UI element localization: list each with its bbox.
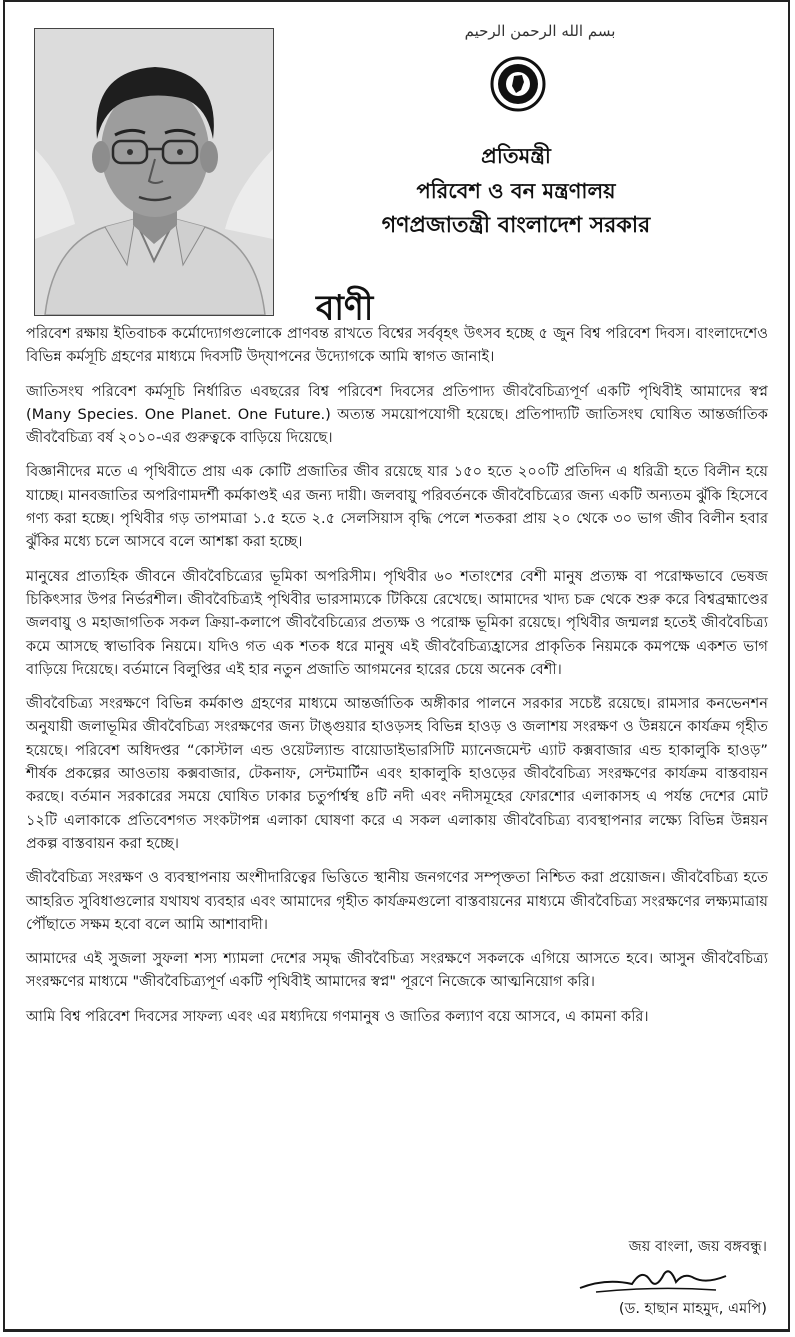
paragraph: মানুষের প্রাত্যহিক জীবনে জীববৈচিত্র্যের ভূমিকা অপরিসীম। পৃথিবীর ৬০ শতাংশের বেশী মানুষ প্রত্যক্ষ বা পরোক্ষভাবে ভেষজ চিকিৎসার উপর নির্ভরশীল। জীববৈচিত্র্যই পৃথিবীর ভারসাম্যকে টিকিয়ে রেখেছে। আমাদের খাদ্য চক্র থেকে শুরু করে বিশ্বব্রহ্মাণ্ডের জলবায়ু ও মহাজাগতিক সকল ক্রিয়া-কলাপে জীববৈচিত্র্যের প্রত্যক্ষ ও পরোক্ষ ভূমিকা রয়েছে। পৃথিবীর জন্মলগ্ন হতেই জীববৈচিত্র্য কমে আসছে স্বাভাবিক নিয়মে। যদিও গত এক শতক ধরে মানুষ এই জীববৈচিত্র্যহ্রাসের প্রাকৃতিক নিয়মকে কমপক্ষে একশত ভাগ বাড়িয়ে দিয়েছে। বর্তমানে বিলুপ্তির এই হার নতুন প্রজাতি আগমনের হারের চেয়ে অনেক বেশী। bbox=[26, 567, 768, 678]
bismillah-calligraphy: بسم الله الرحمن الرحيم bbox=[464, 22, 616, 40]
portrait-photo bbox=[34, 28, 274, 316]
bottom-border bbox=[3, 1329, 790, 1332]
message-body bbox=[26, 322, 768, 1039]
title-ministry: পরিবেশ ও বন মন্ত্রণালয় bbox=[416, 179, 616, 203]
paragraph: জীববৈচিত্র্য সংরক্ষণ ও ব্যবস্থাপনায় অংশীদারিত্বের ভিত্তিতে স্থানীয় জনগণের সম্পৃক্ততা নিশ্চিত করা প্রয়োজন। জীববৈচিত্র্য হতে আহরিত সুবিধাগুলোর যথাযথ ব্যবহার এবং আমাদের গৃহীত কার্যক্রমগুলো বাস্তবায়নের মাধ্যমে জীববৈচিত্র্য সংরক্ষণের লক্ষ্যমাত্রায় পৌঁছাতে সক্ষম হবো বলে আমি আশাবাদী। bbox=[26, 869, 768, 933]
title-minister: প্রতিমন্ত্রী bbox=[481, 144, 551, 168]
signatory-name: (ড. হাছান মাহমুদ, এমপি) bbox=[618, 1300, 767, 1317]
paragraph: পরিবেশ রক্ষায় ইতিবাচক কর্মোদ্যোগগুলোকে প্রাণবন্ত রাখতে বিশ্বের সর্ববৃহৎ উৎসব হচ্ছে ৫ জুন বিশ্ব পরিবেশ দিবস। বাংলাদেশেও বিভিন্ন কর্মসূচি গ্রহণের মাধ্যমে দিবসটি উদ্‌যাপনের উদ্যোগকে আমি স্বাগত জানাই। bbox=[26, 325, 768, 366]
paragraph: বিজ্ঞানীদের মতে এ পৃথিবীতে প্রায় এক কোটি প্রজাতির জীব রয়েছে যার ১৫০ হতে ২০০টি প্রতিদিন এ ধরিত্রী হতে বিলীন হয়ে যাচ্ছে। মানবজাতির অপরিণামদর্শী কর্মকাণ্ডই এর জন্য দায়ী। জলবায়ু পরিবর্তনকে জীববৈচিত্র্যের জন্য একটি অন্যতম ঝুঁকি হিসেবে গণ্য করা হচ্ছে। পৃথিবীর গড় তাপমাত্রা ১.৫ হতে ২.৫ সেলসিয়াস বৃদ্ধি পেলে শতকরা প্রায় ২০ থেকে ৩০ ভাগ জীব বিলীন হবার ঝুঁকির মধ্যে চলে আসবে বলে আশঙ্কা করা হচ্ছে। bbox=[26, 463, 768, 551]
paragraph: আমাদের এই সুজলা সুফলা শস্য শ্যামলা দেশের সমৃদ্ধ জীববৈচিত্র্য সংরক্ষণে সকলকে এগিয়ে আসতে হবে। আসুন জীববৈচিত্র্য সংরক্ষণের মাধ্যমে "জীববৈচিত্র্যপূর্ণ একটি পৃথিবীই আমাদের স্বপ্ন" পূরণে নিজেকে আত্মনিয়োগ করি। bbox=[26, 950, 768, 991]
paragraph: জাতিসংঘ পরিবেশ কর্মসূচি নির্ধারিত এবছরের বিশ্ব পরিবেশ দিবসের প্রতিপাদ্য জীববৈচিত্র্যপূর্ণ একটি পৃথিবীই আমাদের স্বপ্ন (Many Species. One Planet. One Future.) অত্যন্ত সময়োপযোগী হয়েছে। প্রতিপাদ্যটি জাতিসংঘ ঘোষিত আন্তর্জাতিক জীববৈচিত্র্য বর্ষ ২০১০-এর গুরুত্বকে বাড়িয়ে দিয়েছে। bbox=[26, 382, 768, 447]
handwritten-signature bbox=[576, 1264, 736, 1298]
paragraph: জীববৈচিত্র্য সংরক্ষণে বিভিন্ন কর্মকাণ্ড গ্রহণের মাধ্যমে আন্তর্জাতিক অঙ্গীকার পালনে সরকার সচেষ্ট রয়েছে। রামসার কনভেনশন অনুযায়ী জলাভূমির জীববৈচিত্র্য সংরক্ষণের জন্য টাঙ্গুয়ার হাওড়সহ বিভিন্ন হাওড় ও জলাশয় সংরক্ষণ ও উন্নয়নে কার্যক্রম গৃহীত হয়েছে। পরিবেশ অধিদপ্তর “কোস্টাল এন্ড ওয়েটল্যান্ড বায়োডাইভারসিটি ম্যানেজমেন্ট এ্যাট কক্সবাজার এন্ড হাকালুকি হাওড়” শীর্ষক প্রকল্পের আওতায় কক্সবাজার, টেকনাফ, সেন্টমার্টিন এবং হাকালুকি হাওড়ের জীববৈচিত্র্য সংরক্ষণের কার্যক্রম বাস্তবায়ন করছে। বর্তমান সরকারের সময়ে ঘোষিত ঢাকার চতুর্পার্শ্বস্থ ৪টি নদী এবং নদীসমূহের ফোরশোর এলাকাসহ এ পর্যন্ত দেশের মোট ১২টি এলাকাকে প্রতিবেশগত সংকটাপন্ন এলাকা ঘোষণা করে এ সকল এলাকায় জীববৈচিত্র্য ব্যবস্থাপনার লক্ষ্যে বিভিন্ন উন্নয়ন প্রকল্প বাস্তবায়ন করা হচ্ছে। bbox=[26, 695, 768, 852]
closing-slogan: জয় বাংলা, জয় বঙ্গবন্ধু। bbox=[628, 1238, 767, 1255]
message-heading: বাণী bbox=[316, 286, 374, 328]
government-seal-icon bbox=[490, 56, 546, 112]
title-government: গণপ্রজাতন্ত্রী বাংলাদেশ সরকার bbox=[381, 213, 651, 238]
paragraph: আমি বিশ্ব পরিবেশ দিবসের সাফল্য এবং এর মধ্যদিয়ে গণমানুষ ও জাতির কল্যাণ বয়ে আসবে, এ কামনা করি। bbox=[26, 1007, 649, 1025]
